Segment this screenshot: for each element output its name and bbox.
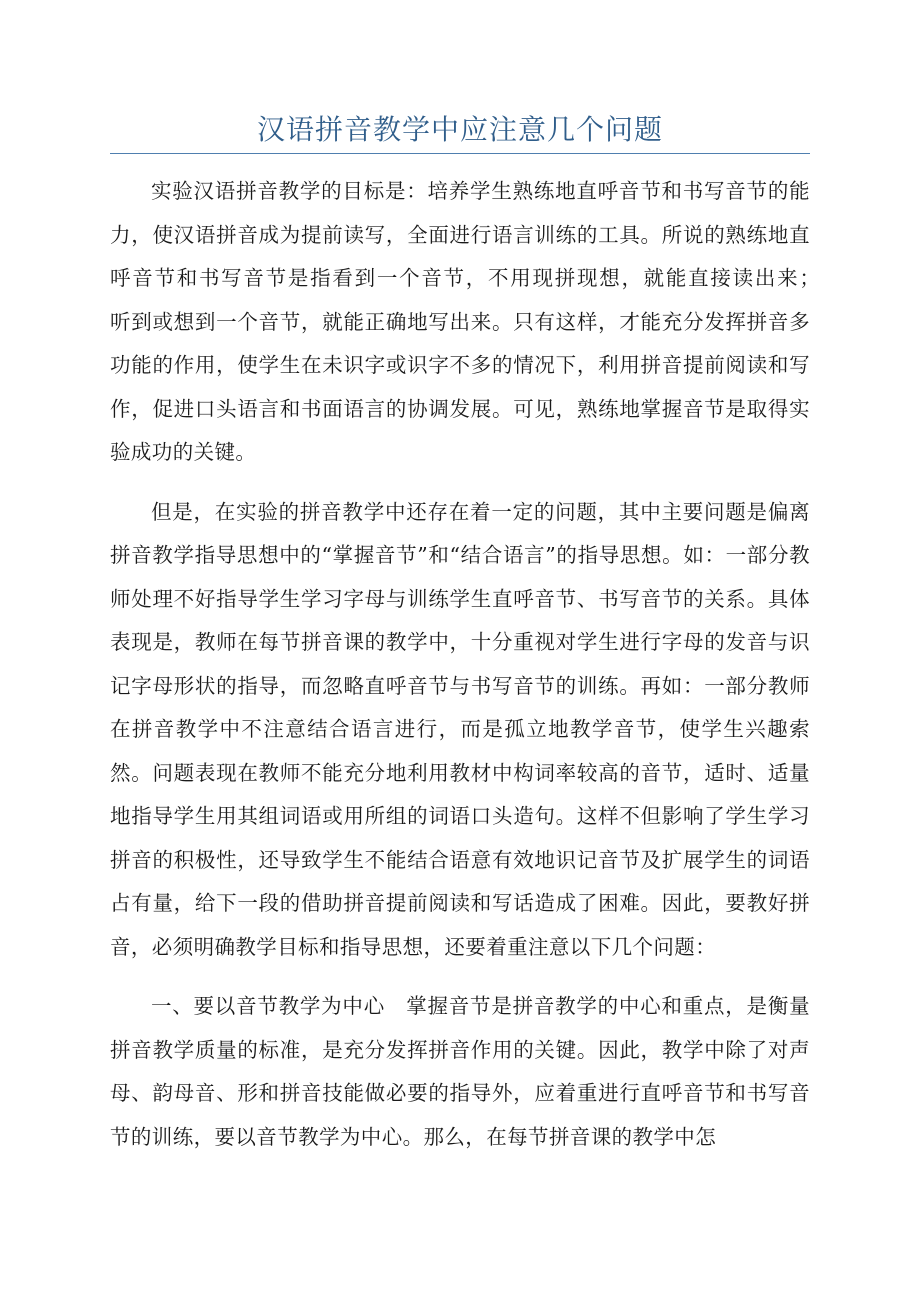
paragraph-goals: 实验汉语拼音教学的目标是：培养学生熟练地直呼音节和书写音节的能力，使汉语拼音成为提前读写，全面进行语言训练的工具。所说的熟练地直呼音节和书写音节是指看到一个音节，不用现拼现想，就能直接读出来； 听到或想到一个音节，就能正确地写出来。只有这样，才能充分发挥拼音多功能的作用，使学生在未识字或识字不多的情况下，利用拼音提前阅读和写作，促进口头语言和书面语言的协调发展。可见，熟练地掌握音节是取得实验成功的关键。: [110, 179, 831, 464]
paragraph-problems: 但是，在实验的拼音教学中还存在着一定的问题，其中主要问题是偏离拼音教学指导思想中的“掌握音节”和“结合语言”的指导思想。如：一部分教师处理不好指导学生学习字母与训练学生直呼音节、书写音节的关系。具体表现是，教师在每节拼音课的教学中，十分重视对学生进行字母的发音与识记字母形状的指导，而忽略直呼音节与书写音节的训练。再如：一部分教师在拼音教学中不注意结合语言进行，而是孤立地教学音节，使学生兴趣索然。问题表现在教师不能充分地利用教材中构词率较高的音节，适时、适量地指导学生用其组词语或用所组的词语口头造句。这样不但影响了学生学习拼音的积极性，还导致学生不能结合语意有效地识记音节及扩展学生的词语占有量，给下一段的借助拼音提前阅读和写话造成了困难。因此，要教好拼音，必须明确教学目标和指导思想，还要着重注意以下几个问题：: [110, 499, 810, 959]
paragraph-syllable-teaching: 一、要以音节教学为中心 掌握音节是拼音教学的中心和重点，是衡量拼音教学质量的标准，是充分发挥拼音作用的关键。因此，教学中除了对声母、韵母音、形和拼音技能做必要的指导外，应着重进行直呼音节和书写音节的训练，要以音节教学为中心。那么，在每节拼音课的教学中怎: [110, 994, 810, 1149]
title-underline: [110, 153, 810, 154]
document-body: [110, 170, 831, 1175]
document-title: 汉语拼音教学中应注意几个问题: [256, 113, 663, 146]
